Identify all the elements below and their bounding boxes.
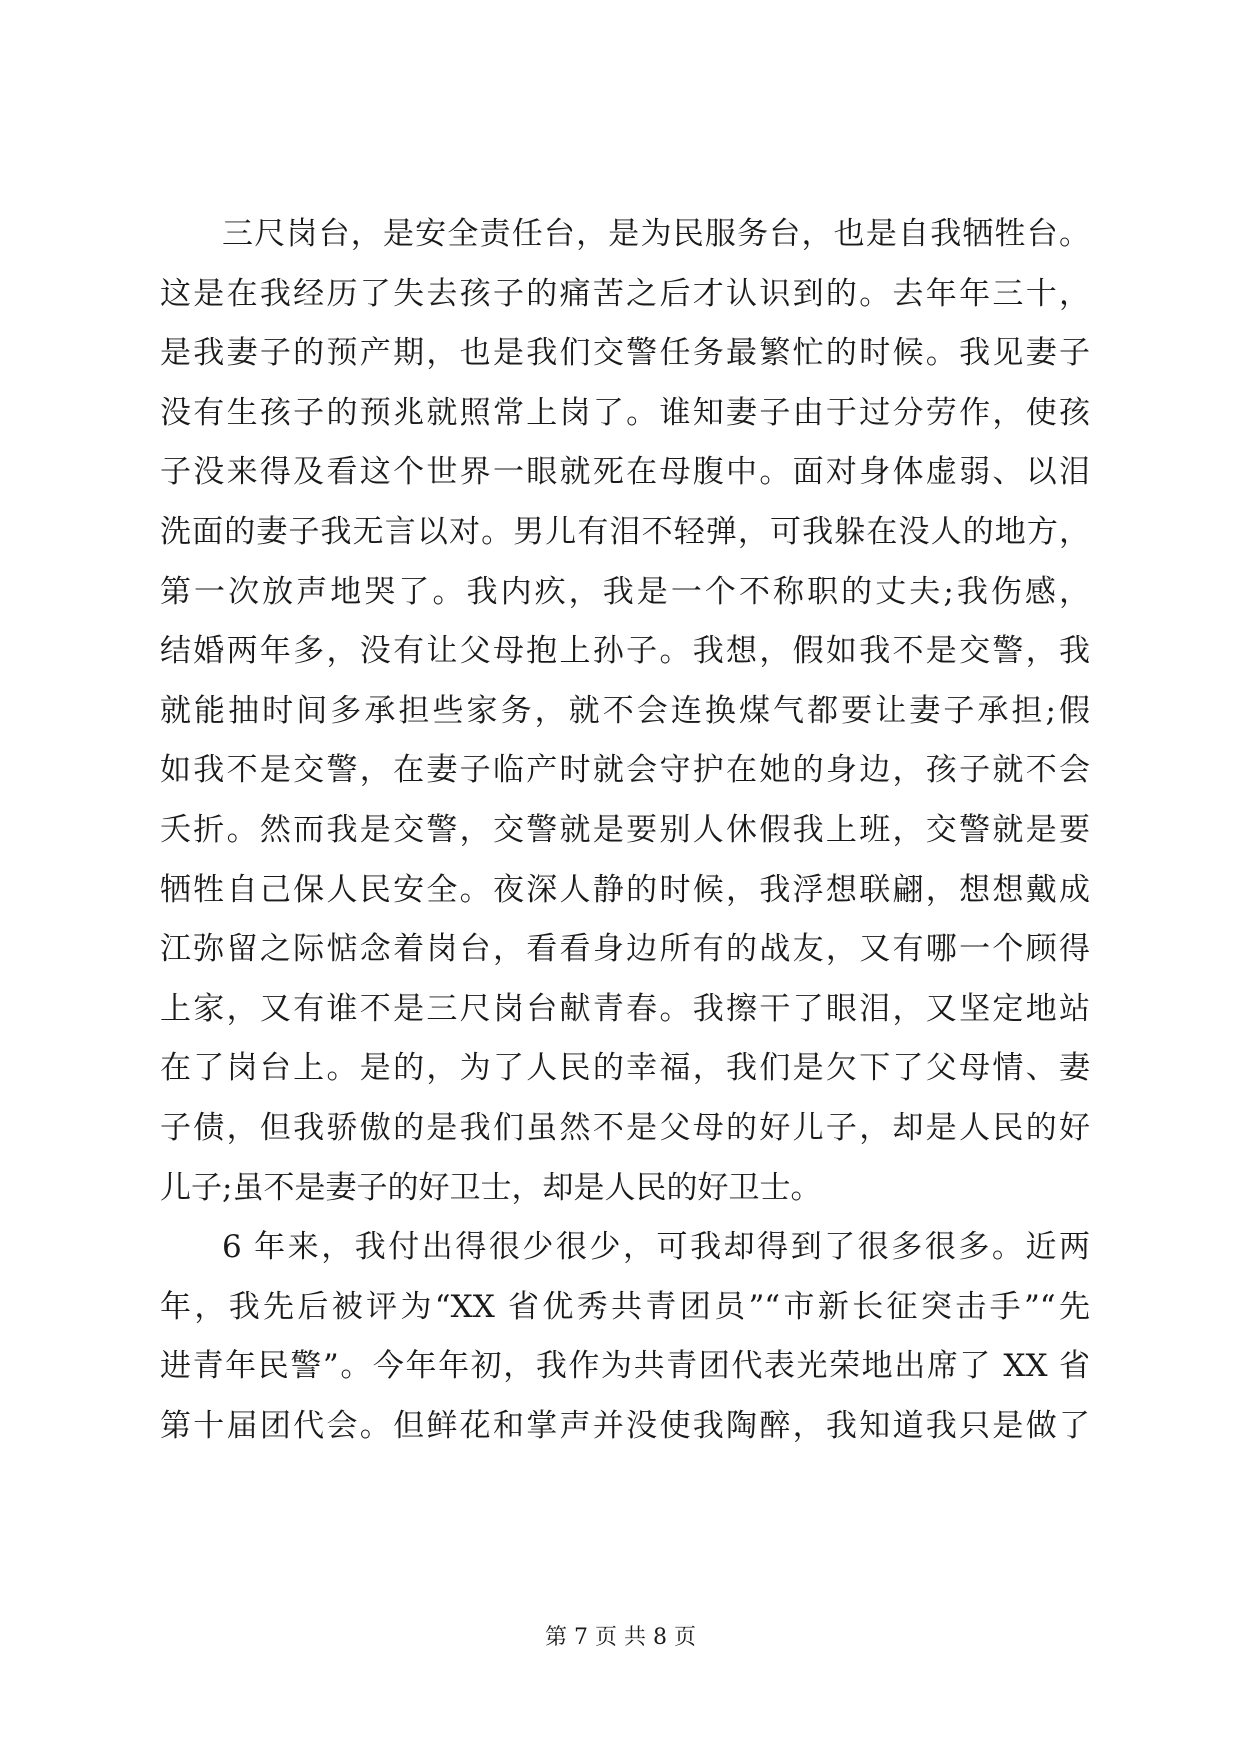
text-line: 洗面的妻子我无言以对。男儿有泪不轻弹，可我躲在没人的地方， [160, 513, 1090, 550]
text-line: 在了岗台上。是的，为了人民的幸福，我们是欠下了父母情、妻 [160, 1050, 1090, 1087]
text-line: 儿子;虽不是妻子的好卫士，却是人民的好卫士。 [160, 1169, 822, 1206]
text-line: 结婚两年多，没有让父母抱上孙子。我想，假如我不是交警，我 [160, 633, 1090, 670]
paragraph-1 [160, 205, 1090, 1218]
document-body [160, 205, 1090, 1456]
text-line: 子债，但我骄傲的是我们虽然不是父母的好儿子，却是人民的好 [160, 1109, 1090, 1146]
text-line: 子没来得及看这个世界一眼就死在母腹中。面对身体虚弱、以泪 [160, 454, 1090, 491]
text-line: 年，我先后被评为“XX 省优秀共青团员”“市新长征突击手”“先 [160, 1288, 1090, 1325]
text-line: 6 年来，我付出得很少很少，可我却得到了很多很多。近两 [222, 1229, 1090, 1266]
text-line: 这是在我经历了失去孩子的痛苦之后才认识到的。去年年三十， [160, 275, 1090, 312]
text-line: 第一次放声地哭了。我内疚，我是一个不称职的丈夫;我伤感， [160, 573, 1090, 610]
text-line: 是我妻子的预产期，也是我们交警任务最繁忙的时候。我见妻子 [160, 335, 1090, 372]
text-line: 牺牲自己保人民安全。夜深人静的时候，我浮想联翩，想想戴成 [160, 871, 1090, 908]
text-line: 第十届团代会。但鲜花和掌声并没使我陶醉，我知道我只是做了 [160, 1407, 1090, 1444]
text-line: 如我不是交警，在妻子临产时就会守护在她的身边，孩子就不会 [160, 752, 1090, 789]
page-number-footer: 第 7 页 共 8 页 [545, 1625, 696, 1650]
text-line: 江弥留之际惦念着岗台，看看身边所有的战友，又有哪一个顾得 [160, 931, 1090, 968]
text-line: 没有生孩子的预兆就照常上岗了。谁知妻子由于过分劳作，使孩 [160, 394, 1090, 431]
text-line: 就能抽时间多承担些家务，就不会连换煤气都要让妻子承担;假 [160, 692, 1090, 729]
text-line: 夭折。然而我是交警，交警就是要别人休假我上班，交警就是要 [160, 811, 1090, 848]
text-line: 上家，又有谁不是三尺岗台献青春。我擦干了眼泪，又坚定地站 [160, 990, 1090, 1027]
text-line: 三尺岗台，是安全责任台，是为民服务台，也是自我牺牲台。 [222, 216, 1090, 252]
text-line: 进青年民警”。今年年初，我作为共青团代表光荣地出席了 XX 省 [160, 1348, 1090, 1385]
paragraph-2 [160, 1218, 1090, 1456]
